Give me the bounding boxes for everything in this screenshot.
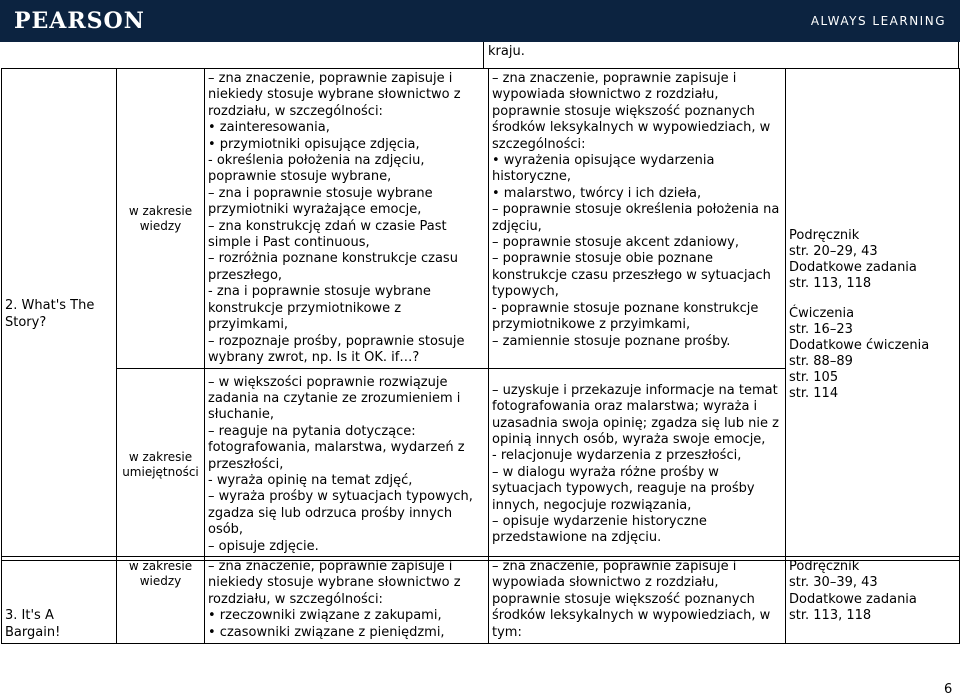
knowledge-basic-cell — [205, 69, 489, 369]
material-spacer — [789, 292, 956, 306]
list-item: - relacjonuje wydarzenia z przeszłości, — [492, 448, 742, 464]
list-item: – zna i poprawnie stosuje wybrane przymiotniki wyrażające emocje, — [208, 185, 433, 218]
pearson-logo: PEARSON — [14, 8, 145, 34]
material-line: Dodatkowe ćwiczenia — [789, 337, 930, 353]
material-line: Podręcznik — [789, 227, 860, 243]
list-item: – uzyskuje i przekazuje informacje na temat fotografowania oraz malarstwa; wyraża i uzasadnia swoja opinię; zgadza się lub nie z opinią innych osób, wyraża swoje emocje, — [492, 382, 779, 447]
material-line: str. 30–39, 43 — [789, 575, 878, 591]
list-item: – zna konstrukcję zdań w czasie Past simple i Past continuous, — [208, 218, 447, 251]
unit-title-cell — [2, 69, 117, 561]
column-divider — [958, 42, 959, 68]
list-item: • zainteresowania, — [208, 120, 330, 136]
knowledge-extended-cell — [489, 557, 786, 644]
material-line: Ćwiczenia — [789, 305, 855, 321]
column-divider — [483, 42, 484, 68]
page-number: 6 — [944, 682, 953, 696]
unit2-table — [1, 68, 960, 561]
list-item: • przymiotniki opisujące zdjęcia, — [208, 136, 420, 152]
skills-label-cell — [117, 369, 205, 561]
unit-title: 3. It's A Bargain! — [5, 608, 61, 640]
continued-text: kraju. — [488, 44, 525, 59]
materials-cell — [786, 557, 960, 644]
list-item: – wyraża prośby w sytuacjach typowych, zgadza się lub odrzuca prośby innych osób, — [208, 489, 473, 538]
list-item: • czasowniki związane z pieniędzmi, — [208, 624, 445, 640]
material-line: str. 88–89 — [789, 353, 853, 369]
material-line: Podręcznik — [789, 559, 860, 574]
list-item: – w dialogu wyraża różne prośby w sytuacjach typowych, reaguje na prośby innych, negocjuje rozwiązania, — [492, 464, 755, 513]
list-item: – zna znaczenie, poprawnie zapisuje i niekiedy stosuje wybrane słownictwo z rozdziału, w szczególności: — [208, 559, 461, 607]
list-item: – zna znaczenie, poprawnie zapisuje i niekiedy stosuje wybrane słownictwo z rozdziału, w szczególności: — [208, 71, 461, 119]
list-item: • malarstwo, twórcy i ich dzieła, — [492, 185, 702, 201]
list-item: – poprawnie stosuje akcent zdaniowy, — [492, 235, 740, 251]
list-item: – zna znaczenie, poprawnie zapisuje i wypowiada słownictwo z rozdziału, poprawnie stosuje większość poznanych środków leksykalnych w wypowiedziach, w szczególności: — [492, 71, 771, 152]
material-line: Dodatkowe zadania — [789, 259, 917, 275]
knowledge-label: w zakresie wiedzy — [128, 559, 193, 588]
unit-title: 2. What's The Story? — [5, 298, 95, 330]
skills-extended-cell — [489, 369, 786, 561]
list-item: – poprawnie stosuje określenia położenia na zdjęciu, — [492, 202, 780, 234]
knowledge-extended-cell — [489, 69, 786, 369]
material-line: str. 114 — [789, 385, 839, 401]
skills-basic-cell — [205, 369, 489, 561]
list-item: • rzeczowniki związane z zakupami, — [208, 608, 442, 624]
list-item: - określenia położenia na zdjęciu, poprawnie stosuje wybrane, — [208, 153, 425, 185]
knowledge-basic-cell — [205, 557, 489, 644]
list-item: – reaguje na pytania dotyczące: fotografowania, malarstwa, wydarzeń z przeszłości, — [208, 423, 465, 472]
list-item: – zna znaczenie, poprawnie zapisuje i wypowiada słownictwo z rozdziału, poprawnie stosuje większość poznanych środków leksykalnych w wypowiedziach, w tym: — [492, 559, 771, 640]
list-item: - zna i poprawnie stosuje wybrane konstrukcje przymiotnikowe z przyimkami, — [208, 284, 431, 333]
list-item: - poprawnie stosuje poznane konstrukcje przymiotnikowe z przyimkami, — [492, 300, 759, 333]
list-item: – opisuje wydarzenie historyczne przedstawione na zdjęciu. — [492, 514, 707, 546]
list-item: • wyrażenia opisujące wydarzenia historyczne, — [492, 153, 715, 185]
list-item: – poprawnie stosuje obie poznane konstrukcje czasu przeszłego w sytuacjach typowych, — [492, 251, 771, 300]
list-item: – w większości poprawnie rozwiązuje zadania na czytanie ze zrozumieniem i słuchanie, — [208, 374, 461, 423]
material-line: str. 105 — [789, 369, 839, 385]
list-item: – rozpoznaje prośby, poprawnie stosuje wybrany zwrot, np. Is it OK. if…? — [208, 333, 465, 365]
material-line: Dodatkowe zadania — [789, 591, 917, 607]
page-header — [0, 0, 960, 42]
skills-label: w zakresie umiejętności — [122, 449, 199, 479]
unit3-table — [1, 556, 960, 644]
list-item: – opisuje zdjęcie. — [208, 538, 319, 554]
knowledge-label-cell — [117, 557, 205, 644]
material-line: str. 16–23 — [789, 321, 853, 337]
list-item: – zamiennie stosuje poznane prośby. — [492, 333, 731, 349]
materials-cell — [786, 69, 960, 561]
knowledge-label-cell — [117, 69, 205, 369]
knowledge-label: w zakresie wiedzy — [128, 203, 193, 233]
material-line: str. 113, 118 — [789, 608, 872, 624]
material-line: str. 20–29, 43 — [789, 243, 878, 259]
header-tagline: ALWAYS LEARNING — [810, 14, 946, 28]
list-item: - wyraża opinię na temat zdjęć, — [208, 473, 413, 489]
material-line: str. 113, 118 — [789, 275, 872, 291]
unit-title-cell — [2, 557, 117, 644]
list-item: – rozróżnia poznane konstrukcje czasu przeszłego, — [208, 251, 458, 283]
